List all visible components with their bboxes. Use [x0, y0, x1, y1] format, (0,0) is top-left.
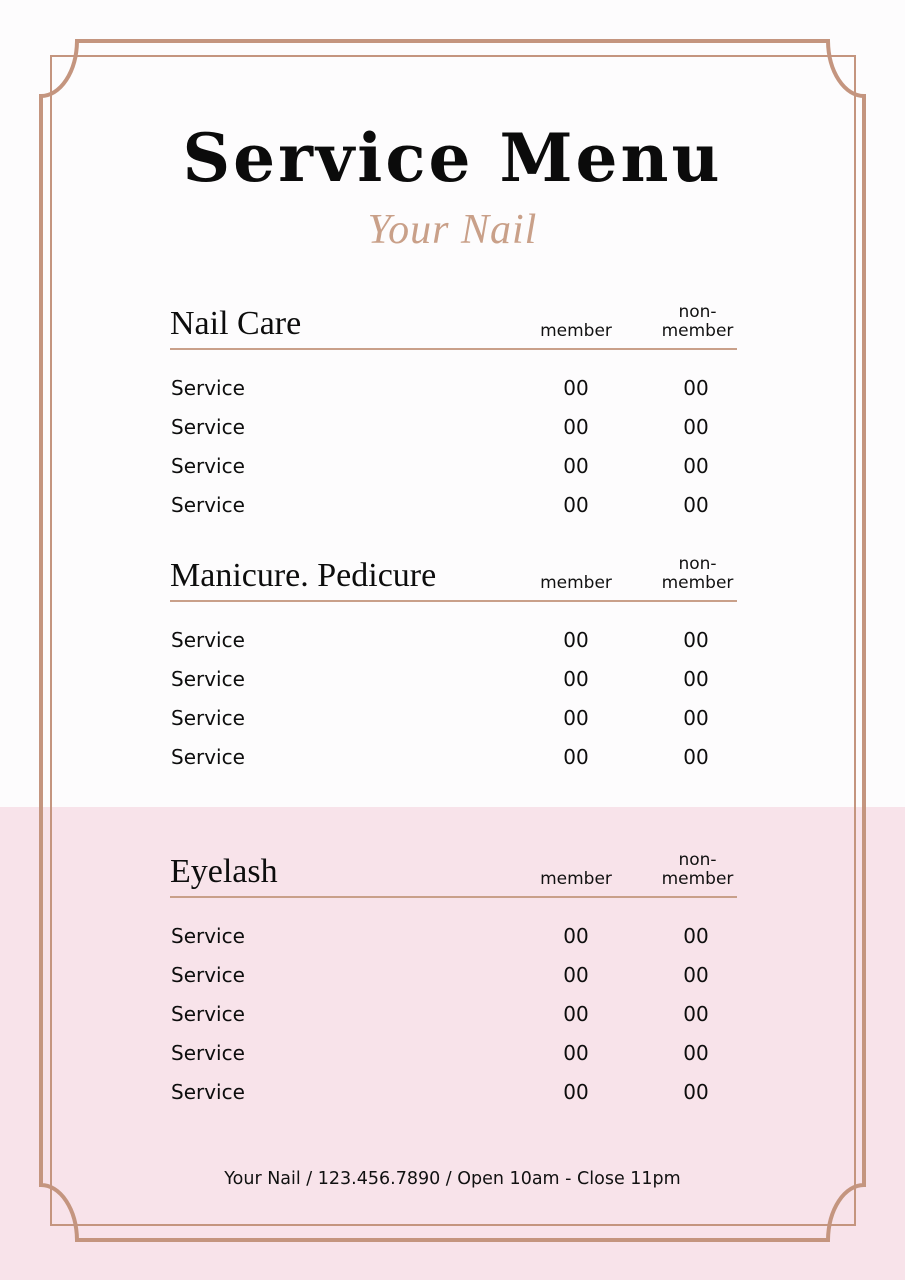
table-row: [170, 997, 737, 1036]
non-member-price: 00: [683, 1080, 709, 1104]
member-price: 00: [563, 628, 589, 652]
service-name: Service: [171, 415, 245, 439]
table-row: [170, 371, 737, 410]
member-price: 00: [563, 1002, 589, 1026]
member-price: 00: [563, 667, 589, 691]
service-name: Service: [171, 706, 245, 730]
section-eyelash: [170, 844, 737, 1114]
member-column-header: member: [540, 321, 612, 341]
non-member-line2: member: [661, 573, 734, 593]
service-name: Service: [171, 963, 245, 987]
table-row: [170, 1075, 737, 1114]
non-member-line1: non-: [678, 302, 717, 322]
footer-contact-info: Your Nail / 123.456.7890 / Open 10am - Close 11pm: [224, 1169, 681, 1189]
table-row: [170, 623, 737, 662]
member-price: 00: [563, 1041, 589, 1065]
member-price: 00: [563, 493, 589, 517]
section-manicure-pedicure: [170, 548, 737, 779]
section-title: Eyelash: [170, 853, 278, 890]
service-name: Service: [171, 628, 245, 652]
member-price: 00: [563, 454, 589, 478]
table-row: [170, 662, 737, 701]
non-member-price: 00: [683, 924, 709, 948]
table-row: [170, 488, 737, 527]
member-price: 00: [563, 706, 589, 730]
table-row: [170, 740, 737, 779]
member-price: 00: [563, 963, 589, 987]
table-row: [170, 1036, 737, 1075]
member-price: 00: [563, 924, 589, 948]
section-nail-care: [170, 296, 737, 527]
non-member-price: 00: [683, 628, 709, 652]
service-name: Service: [171, 1002, 245, 1026]
service-name: Service: [171, 924, 245, 948]
service-name: Service: [171, 745, 245, 769]
service-name: Service: [171, 1080, 245, 1104]
section-header: [170, 844, 737, 898]
non-member-price: 00: [683, 1041, 709, 1065]
service-name: Service: [171, 376, 245, 400]
non-member-column-header: [640, 555, 755, 593]
non-member-price: 00: [683, 745, 709, 769]
non-member-line1: non-: [678, 850, 717, 870]
member-column-header: member: [540, 869, 612, 889]
brand-subtitle: Your Nail: [367, 207, 538, 253]
non-member-price: 00: [683, 493, 709, 517]
member-column-header: member: [540, 573, 612, 593]
non-member-price: 00: [683, 706, 709, 730]
service-name: Service: [171, 454, 245, 478]
table-row: [170, 449, 737, 488]
non-member-price: 00: [683, 667, 709, 691]
page-title: Service Menu: [182, 119, 723, 197]
service-name: Service: [171, 667, 245, 691]
service-name: Service: [171, 493, 245, 517]
non-member-line2: member: [661, 869, 734, 889]
member-price: 00: [563, 415, 589, 439]
table-row: [170, 410, 737, 449]
service-list: [170, 623, 737, 779]
non-member-line1: non-: [678, 554, 717, 574]
non-member-price: 00: [683, 415, 709, 439]
member-price: 00: [563, 1080, 589, 1104]
non-member-line2: member: [661, 321, 734, 341]
non-member-column-header: [640, 303, 755, 341]
table-row: [170, 958, 737, 997]
table-row: [170, 701, 737, 740]
non-member-price: 00: [683, 963, 709, 987]
section-title: Manicure. Pedicure: [170, 557, 437, 594]
non-member-price: 00: [683, 376, 709, 400]
service-name: Service: [171, 1041, 245, 1065]
non-member-price: 00: [683, 1002, 709, 1026]
member-price: 00: [563, 376, 589, 400]
table-row: [170, 919, 737, 958]
non-member-price: 00: [683, 454, 709, 478]
member-price: 00: [563, 745, 589, 769]
section-header: [170, 296, 737, 350]
section-header: [170, 548, 737, 602]
section-title: Nail Care: [170, 305, 302, 342]
service-list: [170, 371, 737, 527]
non-member-column-header: [640, 851, 755, 889]
service-list: [170, 919, 737, 1114]
